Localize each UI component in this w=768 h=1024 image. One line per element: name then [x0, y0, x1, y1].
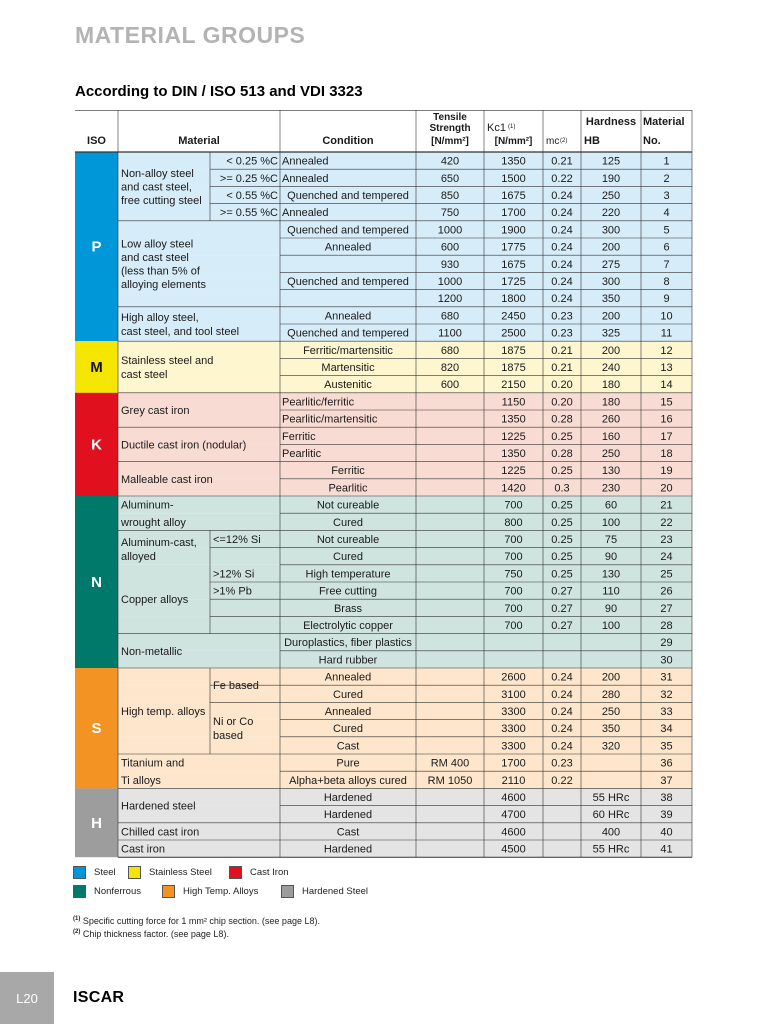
tensile-cell: 420: [440, 155, 460, 168]
condition-cell: Not cureable: [316, 499, 380, 512]
hardness-cell: 180: [601, 379, 621, 392]
material-no-cell: 41: [660, 843, 673, 856]
sub-material-label: < 0.55 %C: [226, 190, 278, 202]
kc-cell: 2600: [501, 671, 526, 684]
material-label: free cutting steel: [121, 194, 202, 207]
mc-cell: 0.21: [551, 362, 573, 374]
kc-cell: 1500: [501, 172, 526, 185]
legend-swatch-cast-iron: [229, 866, 242, 879]
table-row-bg: [118, 754, 692, 771]
condition-cell: Ferritic/martensitic: [303, 344, 393, 357]
iso-group-letter: P: [91, 238, 102, 256]
material-label: Chilled cast iron: [121, 826, 200, 839]
mc-cell: 0.24: [551, 706, 573, 718]
hardness-cell: 220: [601, 207, 621, 220]
mc-cell: 0.24: [551, 671, 573, 684]
mc-cell: 0.27: [551, 620, 573, 632]
mc-cell: 0.22: [551, 774, 573, 787]
iso-group-letter: K: [91, 436, 102, 454]
legend-swatch-nonferrous: [73, 885, 86, 898]
kc-cell: 700: [504, 620, 523, 632]
material-label: Titanium and: [121, 757, 185, 770]
iso-group-letter: M: [90, 359, 103, 376]
hardness-cell: 300: [601, 224, 621, 237]
page-title: MATERIAL GROUPS: [75, 22, 306, 48]
kc-cell: 1675: [501, 258, 526, 271]
header-hardness-unit: HB: [584, 135, 600, 147]
material-no-cell: 24: [660, 551, 673, 564]
hardness-cell: 60 HRc: [592, 809, 630, 822]
tensile-cell: 680: [440, 310, 460, 323]
header-mc-footnote-mark: (2): [560, 138, 568, 144]
material-no-cell: 25: [660, 568, 673, 581]
material-label: (less than 5% of: [121, 265, 200, 278]
mc-cell: 0.24: [551, 688, 573, 701]
material-label: Ti alloys: [121, 774, 161, 787]
condition-cell: Quenched and tempered: [287, 276, 409, 288]
condition-cell: Hardened: [323, 809, 373, 822]
material-label: and cast steel,: [121, 181, 192, 194]
kc-cell: 1725: [501, 276, 526, 288]
hardness-cell: 400: [601, 826, 621, 839]
sub-material-label: based: [213, 730, 243, 743]
condition-cell: Pearlitic: [282, 448, 322, 460]
mc-cell: 0.25: [551, 568, 573, 581]
material-label: Copper alloys: [121, 594, 189, 607]
mc-cell: 0.28: [551, 448, 573, 460]
mc-cell: 0.24: [551, 258, 573, 271]
kc-cell: 2150: [501, 379, 526, 392]
tensile-cell: RM 400: [430, 757, 470, 770]
tensile-cell: 1000: [437, 276, 463, 288]
mc-cell: 0.21: [551, 344, 573, 357]
tensile-cell: 1100: [438, 327, 462, 340]
header-material-no: Material: [643, 116, 685, 128]
legend-item-high-temp-alloys: High Temp. Alloys: [162, 885, 258, 898]
legend-item-stainless-steel: Stainless Steel: [128, 866, 212, 879]
condition-cell: Brass: [333, 602, 363, 615]
kc-cell: 3300: [501, 740, 526, 753]
footnotes: [73, 914, 320, 940]
condition-cell: Austenitic: [324, 379, 372, 392]
kc-cell: 4700: [501, 809, 526, 822]
kc-cell: 1225: [501, 465, 526, 478]
header-tensile: Strength: [429, 123, 471, 134]
kc-cell: 1700: [501, 207, 526, 220]
material-label: Low alloy steel: [121, 238, 194, 251]
kc-cell: 1875: [501, 344, 526, 357]
material-label: cast steel, and tool steel: [121, 326, 240, 338]
material-no-cell: 15: [660, 396, 673, 409]
hardness-cell: 275: [601, 258, 621, 271]
condition-cell: Quenched and tempered: [287, 190, 409, 202]
condition-cell: Not cureable: [316, 534, 380, 546]
mc-cell: 0.24: [551, 190, 573, 202]
hardness-cell: 200: [601, 241, 621, 254]
mc-cell: 0.21: [551, 155, 573, 168]
condition-cell: Free cutting: [318, 585, 378, 598]
material-no-cell: 28: [660, 620, 673, 632]
legend-item-steel: Steel: [73, 866, 116, 879]
material-no-cell: 22: [660, 516, 673, 529]
hardness-cell: 250: [601, 190, 621, 202]
mc-cell: 0.20: [551, 379, 573, 392]
hardness-cell: 250: [601, 448, 621, 460]
sub-material-label: >12% Si: [213, 568, 255, 581]
mc-cell: 0.23: [551, 757, 573, 770]
condition-cell: Annealed: [324, 706, 372, 718]
material-label: Non-metallic: [121, 645, 183, 658]
material-no-cell: 32: [660, 688, 673, 701]
mc-cell: 0.27: [551, 602, 573, 615]
material-no-cell: 6: [663, 241, 670, 254]
material-label: Stainless steel and: [121, 355, 214, 367]
material-no-cell: 20: [660, 482, 673, 495]
kc-cell: 1350: [501, 448, 526, 460]
header-material: Material: [178, 135, 220, 147]
kc-cell: 2500: [501, 327, 526, 340]
brand-logo-text: ISCAR: [73, 989, 125, 1006]
mc-cell: 0.3: [554, 482, 570, 495]
material-label: Malleable cast iron: [121, 473, 213, 486]
kc-cell: 2450: [501, 310, 526, 323]
tensile-cell: RM 1050: [427, 774, 473, 787]
mc-cell: 0.24: [551, 276, 573, 288]
mc-cell: 0.24: [551, 241, 573, 254]
mc-cell: 0.24: [551, 293, 573, 306]
tensile-cell: 1200: [437, 293, 463, 306]
material-no-cell: 11: [660, 327, 673, 340]
kc-cell: 1775: [501, 241, 526, 254]
hardness-cell: 300: [601, 276, 621, 288]
condition-cell: Alpha+beta alloys cured: [289, 774, 407, 787]
legend-item-cast-iron: Cast Iron: [229, 866, 289, 879]
kc-cell: 700: [504, 551, 523, 564]
hardness-cell: 75: [604, 534, 618, 546]
kc-cell: 1800: [501, 293, 526, 306]
condition-cell: Annealed: [282, 155, 329, 168]
mc-cell: 0.20: [551, 396, 573, 409]
hardness-cell: 200: [601, 310, 621, 323]
material-label: cast steel: [121, 369, 168, 381]
tensile-cell: 650: [440, 172, 460, 185]
hardness-cell: 130: [601, 568, 621, 581]
condition-cell: Quenched and tempered: [287, 224, 409, 237]
header-mc: mc: [546, 136, 560, 147]
header-kc-unit: [N/mm²]: [494, 136, 533, 147]
condition-cell: Hardened: [323, 843, 373, 856]
table-subtitle: According to DIN / ISO 513 and VDI 3323: [75, 83, 363, 100]
sub-material-label: Fe based: [213, 680, 259, 693]
mc-cell: 0.25: [551, 465, 573, 478]
condition-cell: Duroplastics, fiber plastics: [284, 637, 412, 650]
condition-cell: Annealed: [282, 207, 329, 220]
hardness-cell: 130: [601, 465, 621, 478]
kc-cell: 4600: [501, 792, 526, 804]
legend-swatch-steel: [73, 866, 86, 879]
mc-cell: 0.25: [551, 516, 573, 529]
header-material-no: No.: [643, 135, 661, 147]
condition-cell: Cured: [333, 723, 363, 736]
kc-cell: 1675: [501, 190, 526, 202]
material-no-cell: 8: [663, 276, 670, 288]
material-label: alloyed: [121, 551, 156, 563]
hardness-cell: 100: [601, 516, 621, 529]
material-no-cell: 31: [660, 671, 673, 684]
iso-group-letter: N: [91, 574, 102, 591]
hardness-cell: 250: [601, 706, 621, 718]
material-groups-table: [75, 110, 697, 865]
material-no-cell: 34: [660, 723, 673, 736]
material-label: High temp. alloys: [121, 706, 206, 718]
kc-cell: 800: [504, 516, 523, 529]
mc-cell: 0.22: [551, 172, 573, 185]
condition-cell: Annealed: [324, 241, 372, 254]
condition-cell: Cured: [333, 688, 363, 701]
condition-cell: Quenched and tempered: [287, 327, 409, 340]
kc-cell: 1900: [501, 224, 526, 237]
material-label: and cast steel: [121, 252, 189, 265]
sub-material-label: < 0.25 %C: [226, 155, 278, 168]
condition-cell: High temperature: [305, 568, 391, 581]
hardness-cell: 180: [601, 396, 621, 409]
legend-swatch-high-temp-alloys: [162, 885, 175, 898]
kc-cell: 700: [504, 499, 523, 512]
mc-cell: 0.24: [551, 740, 573, 753]
mc-cell: 0.24: [551, 723, 573, 736]
material-no-cell: 3: [663, 190, 670, 202]
mc-cell: 0.24: [551, 207, 573, 220]
tensile-cell: 1000: [437, 224, 463, 237]
kc-cell: 1225: [501, 430, 526, 443]
material-label: Non-alloy steel: [121, 168, 194, 180]
mc-cell: 0.25: [551, 534, 573, 546]
material-no-cell: 14: [660, 379, 673, 392]
condition-cell: Ferritic: [282, 430, 316, 443]
hardness-cell: 90: [604, 551, 618, 564]
hardness-cell: 240: [601, 362, 621, 374]
table-row-bg: [118, 651, 692, 668]
header-iso: ISO: [87, 135, 106, 147]
kc-cell: 700: [504, 534, 523, 546]
material-no-cell: 4: [663, 207, 670, 220]
sub-material-label: <=12% Si: [213, 534, 261, 546]
hardness-cell: 200: [601, 344, 621, 357]
header-hardness: Hardness: [585, 116, 637, 128]
material-no-cell: 29: [660, 637, 673, 650]
condition-cell: Pearlitic: [328, 482, 368, 495]
kc-cell: 3300: [501, 706, 526, 718]
material-no-cell: 19: [660, 465, 673, 478]
hardness-cell: 350: [601, 723, 621, 736]
condition-cell: Electrolytic copper: [303, 620, 393, 632]
kc-cell: 1350: [501, 155, 526, 168]
material-label: Cast iron: [121, 843, 166, 856]
condition-cell: Pearlitic/ferritic: [282, 396, 355, 409]
material-label: Ductile cast iron (nodular): [121, 439, 247, 452]
material-no-cell: 27: [660, 602, 673, 615]
condition-cell: Annealed: [324, 310, 372, 323]
material-label: Aluminum-cast,: [121, 537, 197, 549]
header-kc-footnote-mark: (1): [508, 124, 516, 130]
material-no-cell: 38: [660, 792, 673, 804]
kc-cell: 700: [504, 602, 523, 615]
condition-cell: Annealed: [282, 172, 329, 185]
header-condition: Condition: [322, 135, 374, 147]
material-label: Grey cast iron: [121, 405, 190, 417]
material-no-cell: 10: [660, 310, 673, 323]
kc-cell: 1420: [501, 482, 526, 495]
sub-material-label: >= 0.55 %C: [219, 207, 278, 220]
material-groups-table-grid: [75, 110, 697, 860]
kc-cell: 4500: [501, 843, 526, 856]
kc-cell: 700: [504, 585, 523, 598]
condition-cell: Cast: [336, 740, 360, 753]
footnote-2: $^{(2)}$ Chip thickness factor. (see page L8).: [73, 929, 229, 939]
kc-cell: 2110: [501, 774, 526, 787]
condition-cell: Cured: [333, 551, 363, 564]
mc-cell: 0.25: [551, 499, 573, 512]
iso-group-letter: S: [91, 720, 102, 738]
legend-item-nonferrous: Nonferrous: [73, 885, 141, 898]
mc-cell: 0.23: [551, 310, 573, 323]
material-no-cell: 1: [663, 155, 670, 168]
sub-material-label: Ni or Co: [213, 716, 254, 729]
hardness-cell: 55 HRc: [592, 792, 630, 804]
hardness-cell: 60: [604, 499, 618, 512]
legend-swatch-hardened-steel: [281, 885, 294, 898]
condition-cell: Pure: [336, 757, 360, 770]
material-no-cell: 21: [660, 499, 673, 512]
tensile-cell: 680: [440, 344, 460, 357]
material-no-cell: 18: [660, 448, 673, 460]
mc-cell: 0.28: [551, 413, 573, 426]
hardness-cell: 90: [604, 602, 618, 615]
material-no-cell: 26: [660, 585, 673, 598]
material-no-cell: 30: [660, 654, 673, 667]
header-tensile: [N/mm²]: [431, 136, 469, 147]
hardness-cell: 55 HRc: [592, 843, 630, 856]
hardness-cell: 320: [601, 740, 621, 753]
tensile-cell: 850: [440, 190, 460, 202]
material-label: wrought alloy: [121, 516, 186, 529]
header-kc: Kc1: [487, 122, 506, 134]
material-no-cell: 2: [663, 172, 670, 185]
hardness-cell: 200: [601, 671, 621, 684]
kc-cell: 750: [504, 568, 523, 581]
material-no-cell: 16: [660, 413, 673, 426]
kc-cell: 1150: [501, 396, 526, 409]
material-no-cell: 39: [660, 809, 673, 822]
header-tensile: Tensile: [433, 112, 467, 123]
kc-cell: 3300: [501, 723, 526, 736]
condition-cell: Martensitic: [321, 362, 375, 374]
kc-cell: 1350: [501, 413, 526, 426]
mc-cell: 0.23: [551, 327, 573, 340]
condition-cell: Cast: [336, 826, 360, 839]
sub-material-label: >1% Pb: [213, 585, 252, 598]
material-no-cell: 40: [660, 826, 673, 839]
mc-cell: 0.25: [551, 430, 573, 443]
legend-item-hardened-steel: Hardened Steel: [281, 885, 368, 898]
material-no-cell: 9: [663, 293, 670, 306]
material-no-cell: 23: [660, 534, 673, 546]
hardness-cell: 230: [601, 482, 621, 495]
material-no-cell: 5: [663, 224, 670, 237]
kc-cell: 1875: [501, 362, 526, 374]
kc-cell: 3100: [501, 688, 526, 701]
condition-cell: Annealed: [324, 671, 372, 684]
hardness-cell: 280: [601, 688, 621, 701]
tensile-cell: 930: [440, 258, 460, 271]
material-no-cell: 37: [660, 774, 673, 787]
footnote-1: $^{(1)}$ Specific cutting force for 1 mm² chip section. (see page L8).: [73, 916, 320, 926]
iso-group-letter: H: [91, 814, 102, 832]
mc-cell: 0.25: [551, 551, 573, 564]
material-label: Hardened steel: [121, 800, 196, 813]
hardness-cell: 260: [601, 413, 621, 426]
sub-material-label: >= 0.25 %C: [219, 172, 278, 185]
tensile-cell: 750: [440, 207, 460, 220]
condition-cell: Cured: [333, 516, 363, 529]
material-no-cell: 13: [660, 362, 673, 374]
condition-cell: Pearlitic/martensitic: [282, 413, 378, 426]
material-no-cell: 36: [660, 757, 673, 770]
tensile-cell: 600: [440, 241, 460, 254]
hardness-cell: 100: [601, 620, 621, 632]
hardness-cell: 125: [601, 155, 621, 168]
hardness-cell: 110: [602, 585, 620, 598]
mc-cell: 0.27: [551, 585, 573, 598]
material-no-cell: 17: [660, 430, 673, 443]
page-number: L20: [0, 972, 54, 1024]
legend-swatch-stainless-steel: [128, 866, 141, 879]
tensile-cell: 820: [440, 362, 460, 374]
material-no-cell: 12: [660, 344, 673, 357]
kc-cell: 4600: [501, 826, 526, 839]
material-no-cell: 7: [663, 258, 670, 271]
hardness-cell: 160: [601, 430, 621, 443]
material-no-cell: 35: [660, 740, 673, 753]
hardness-cell: 350: [601, 293, 621, 306]
condition-cell: Ferritic: [331, 465, 365, 478]
material-label: High alloy steel,: [121, 312, 199, 324]
hardness-cell: 190: [601, 172, 621, 185]
hardness-cell: 325: [601, 327, 621, 340]
material-no-cell: 33: [660, 706, 673, 718]
kc-cell: 1700: [501, 757, 526, 770]
material-label: Aluminum-: [121, 499, 174, 512]
material-label: alloying elements: [121, 278, 206, 291]
condition-cell: Hardened: [323, 792, 373, 804]
tensile-cell: 600: [440, 379, 460, 392]
condition-cell: Hard rubber: [318, 654, 378, 667]
mc-cell: 0.24: [551, 224, 573, 237]
